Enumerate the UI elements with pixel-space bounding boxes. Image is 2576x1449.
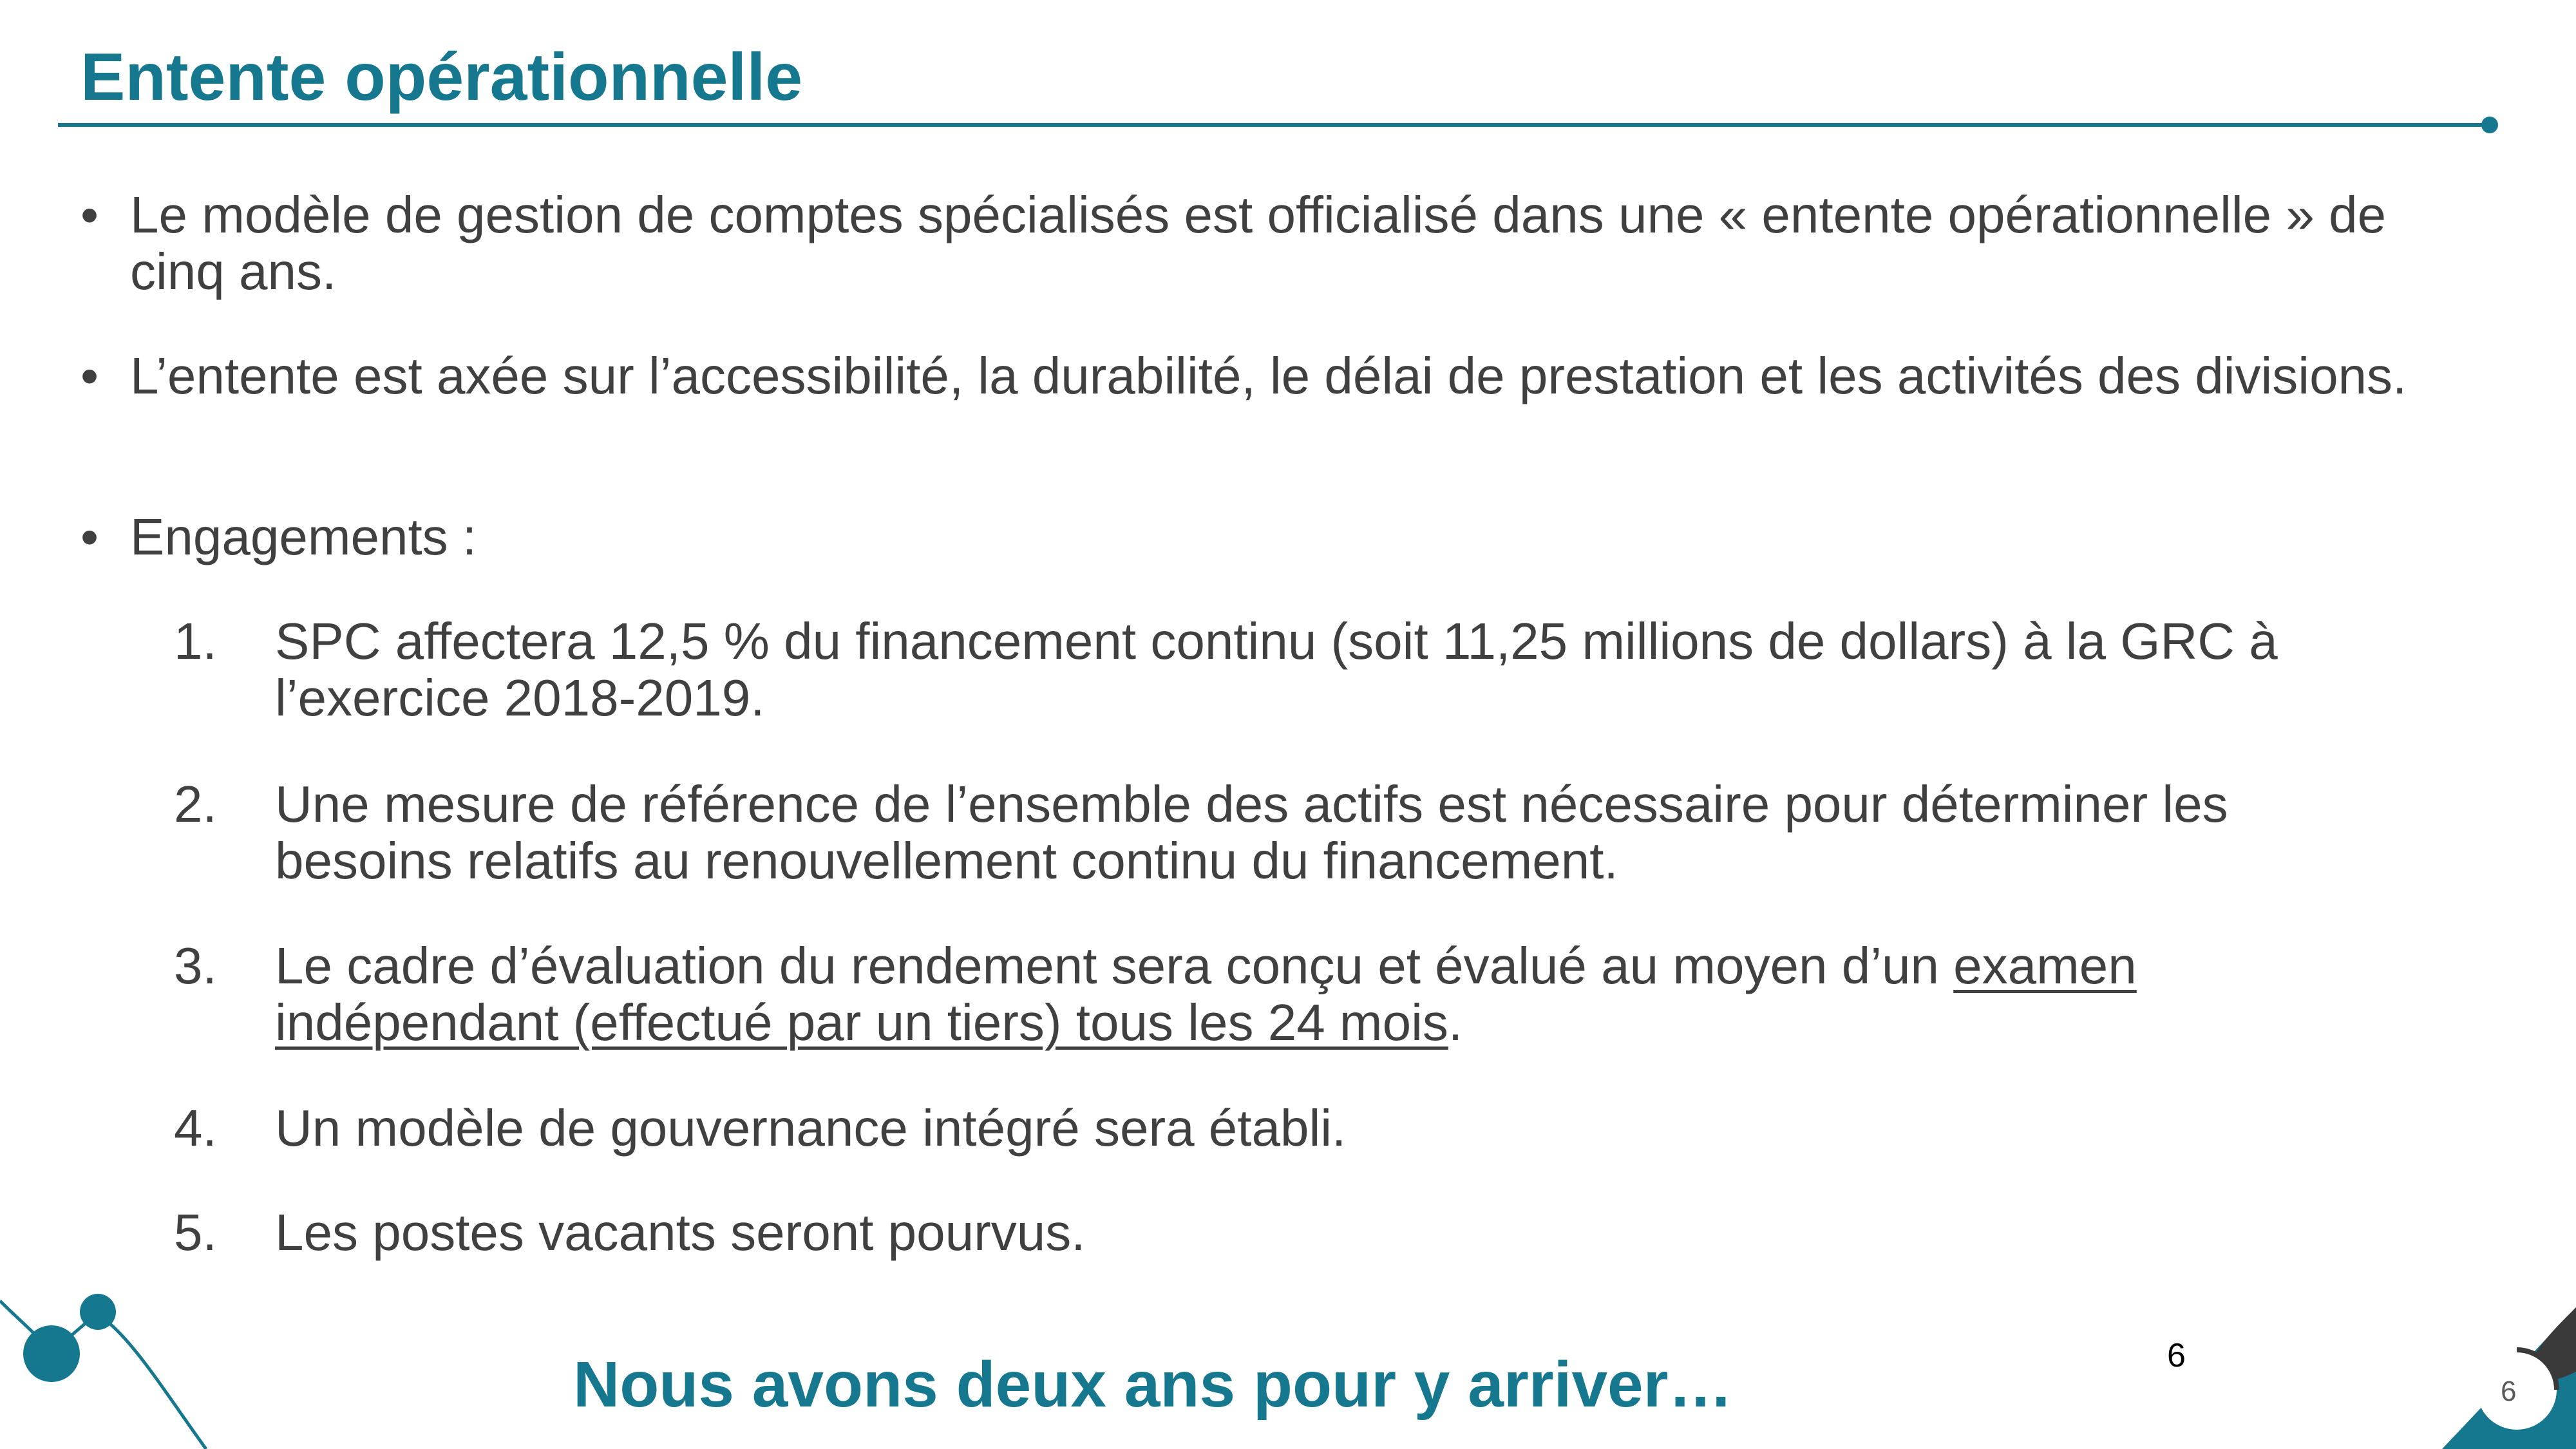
- bullet-text: Engagements :: [130, 508, 477, 565]
- commitment-text: Un modèle de gouvernance intégré sera établi.: [275, 1099, 1347, 1157]
- commitment-item-4: [174, 1100, 2402, 1157]
- commitment-number: 1.: [174, 612, 217, 670]
- commitment-text: Les postes vacants seront pourvus.: [275, 1204, 1086, 1261]
- bullet-item-3: [80, 509, 2412, 565]
- commitment-item-3: [174, 938, 2402, 1051]
- commitment-text: Une mesure de référence de l’ensemble des actifs est nécessaire pour déterminer les besoins relatifs au renouvellement continu du financement.: [275, 775, 2228, 889]
- slide-title: Entente opérationnelle: [80, 40, 803, 115]
- bullet-mark: •: [80, 186, 99, 243]
- tagline: Nous avons deux ans pour y arriver…: [573, 1349, 1733, 1421]
- commitment-number: 4.: [174, 1099, 217, 1157]
- commitment-text-underlined: examen indépendant (effectué par un tiers) tous les 24 mois: [275, 937, 2137, 1051]
- commitment-text: SPC affectera 12,5 % du financement continu (soit 11,25 millions de dollars) à la GRC à l’exercice 2018-2019.: [275, 612, 2278, 726]
- commitment-item-1: [174, 613, 2402, 726]
- commitment-number: 2.: [174, 775, 217, 833]
- corner-page-number: 6: [2501, 1376, 2517, 1407]
- bullet-text: L’entente est axée sur l’accessibilité, la durabilité, le délai de prestation et les activités des divisions.: [130, 347, 2407, 404]
- page-number: 6: [2167, 1337, 2186, 1374]
- commitment-number: 5.: [174, 1204, 217, 1261]
- commitment-text-end: .: [1448, 994, 1463, 1051]
- commitment-text: [275, 938, 2402, 1051]
- commitment-item-5: [174, 1204, 2402, 1261]
- bullet-item-2: [80, 348, 2412, 404]
- title-underline: [58, 123, 2491, 127]
- bullet-mark: •: [80, 347, 99, 404]
- bullet-mark: •: [80, 508, 99, 565]
- network-nodes-icon: [0, 1282, 219, 1449]
- title-underline-dot: [2481, 117, 2498, 133]
- bullet-item-1: [80, 187, 2412, 300]
- commitment-item-2: [174, 776, 2402, 889]
- commitment-number: 3.: [174, 937, 217, 994]
- commitment-text-start: Le cadre d’évaluation du rendement sera conçu et évalué au moyen d’un: [275, 937, 1954, 994]
- bullet-text: Le modèle de gestion de comptes spécialisés est officialisé dans une « entente opérationnelle » de cinq ans.: [130, 186, 2387, 300]
